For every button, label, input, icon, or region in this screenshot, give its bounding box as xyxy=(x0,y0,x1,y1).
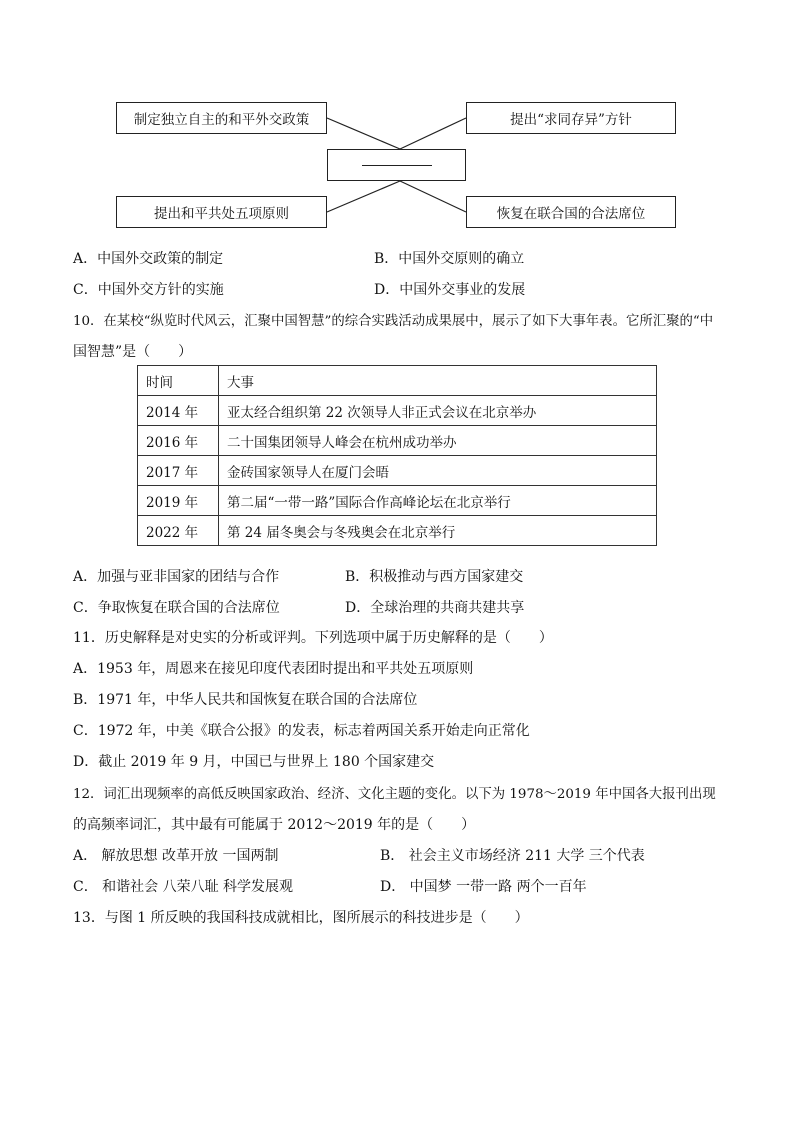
q11-option-a: A．1953 年，周恩来在接见印度代表团时提出和平共处五项原则 xyxy=(73,661,474,677)
q11-option-b: B．1971 年，中华人民共和国恢复在联合国的合法席位 xyxy=(73,692,418,708)
q10-stem-line1: 10．在某校“纵览时代风云，汇聚中国智慧”的综合实践活动成果展中，展示了如下大事年表。它所汇聚的“中 xyxy=(73,314,714,329)
table-cell-event: 第二届“一带一路”国际合作高峰论坛在北京举行 xyxy=(219,486,657,516)
q9-option-b: B．中国外交原则的确立 xyxy=(374,251,525,267)
table-cell-year: 2019 年 xyxy=(138,486,219,516)
connector-bottom-right xyxy=(400,181,466,212)
q9-option-c: C．中国外交方针的实施 xyxy=(73,282,224,298)
table-cell-event: 二十国集团领导人峰会在杭州成功举办 xyxy=(219,426,657,456)
answer-blank-line xyxy=(362,164,432,166)
box-answer-blank xyxy=(327,149,466,181)
connector-top-right xyxy=(400,118,466,149)
table-cell-year: 2022 年 xyxy=(138,516,219,546)
q9-option-a: A．中国外交政策的制定 xyxy=(73,251,224,267)
table-cell-year: 2014 年 xyxy=(138,396,219,426)
table-header-event: 大事 xyxy=(219,366,657,396)
table-cell-event: 亚太经合组织第 22 次领导人非正式会议在北京举办 xyxy=(219,396,657,426)
table-row xyxy=(138,456,657,486)
q10-stem-line2: 国智慧”是（ ） xyxy=(73,344,193,360)
q10-option-a: A．加强与亚非国家的团结与合作 xyxy=(73,569,280,585)
box-un-seat-restored: 恢复在联合国的合法席位 xyxy=(466,196,676,228)
q12-option-b: B． 社会主义市场经济 211 大学 三个代表 xyxy=(380,848,645,864)
box-independent-peace-policy: 制定独立自主的和平外交政策 xyxy=(116,102,327,134)
table-cell-event: 第 24 届冬奥会与冬残奥会在北京举行 xyxy=(219,516,657,546)
q12-option-a: A． 解放思想 改革开放 一国两制 xyxy=(73,848,279,864)
q13-stem: 13．与图 1 所反映的我国科技成就相比，图所展示的科技进步是（ ） xyxy=(73,910,529,926)
box-seek-common-ground: 提出“求同存异”方针 xyxy=(466,102,676,134)
connector-top-left xyxy=(327,118,400,149)
table-cell-year: 2017 年 xyxy=(138,456,219,486)
q10-option-b: B．积极推动与西方国家建交 xyxy=(345,569,524,585)
q12-stem-line1: 12．词汇出现频率的高低反映国家政治、经济、文化主题的变化。以下为 1978～2019 年中国各大报刊出现 xyxy=(73,787,716,802)
q10-option-d: D．全球治理的共商共建共享 xyxy=(345,600,525,616)
q11-option-d: D．截止 2019 年 9 月，中国已与世界上 180 个国家建交 xyxy=(73,754,435,770)
q11-stem: 11．历史解释是对史实的分析或评判。下列选项中属于历史解释的是（ ） xyxy=(73,630,553,646)
table-header-time: 时间 xyxy=(138,366,219,396)
q9-option-d: D．中国外交事业的发展 xyxy=(374,282,526,298)
q12-option-c: C． 和谐社会 八荣八耻 科学发展观 xyxy=(73,879,294,895)
connector-bottom-left xyxy=(327,181,400,212)
q12-option-d: D． 中国梦 一带一路 两个一百年 xyxy=(380,879,587,895)
table-row xyxy=(138,486,657,516)
table-header-row xyxy=(138,366,657,396)
table-row xyxy=(138,396,657,426)
table-cell-year: 2016 年 xyxy=(138,426,219,456)
table-cell-event: 金砖国家领导人在厦门会晤 xyxy=(219,456,657,486)
box-five-principles: 提出和平共处五项原则 xyxy=(116,196,327,228)
events-table xyxy=(137,365,657,546)
table-row xyxy=(138,426,657,456)
q12-stem-line2: 的高频率词汇，其中最有可能属于 2012～2019 年的是（ ） xyxy=(73,817,476,833)
table-row xyxy=(138,516,657,546)
q11-option-c: C．1972 年，中美《联合公报》的发表，标志着两国关系开始走向正常化 xyxy=(73,723,530,739)
q10-option-c: C．争取恢复在联合国的合法席位 xyxy=(73,600,280,616)
